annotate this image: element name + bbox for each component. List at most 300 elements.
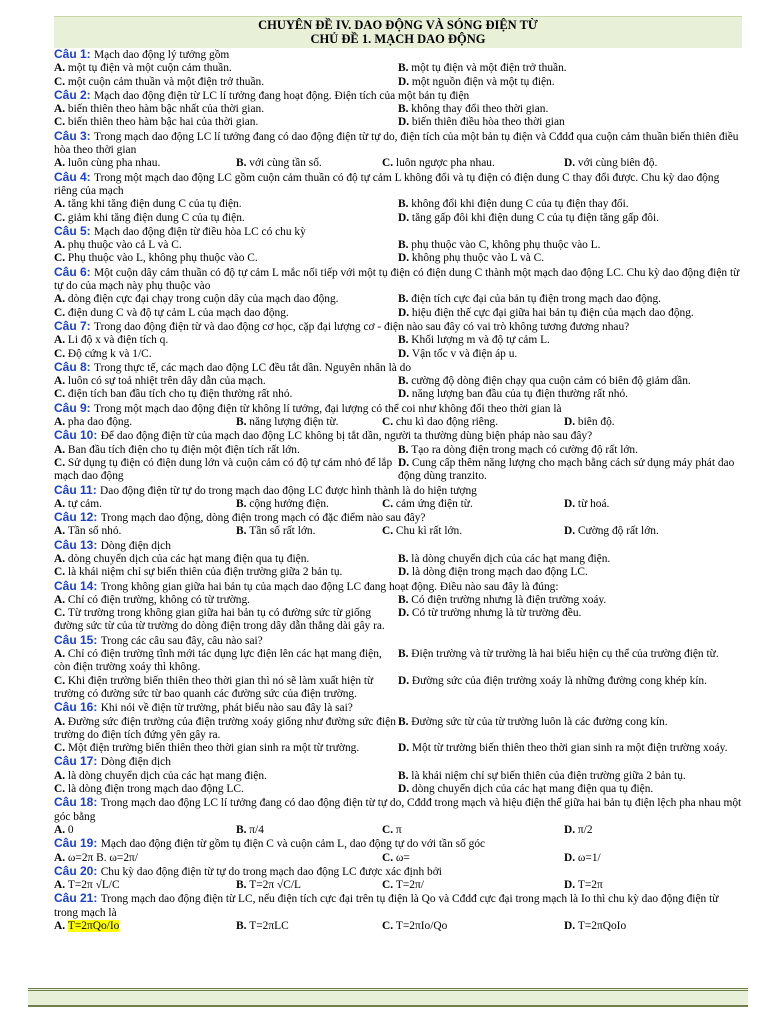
question-stem bbox=[54, 48, 742, 62]
option-text: cảm ứng điện từ. bbox=[395, 497, 473, 510]
option-text: pha dao động. bbox=[67, 416, 133, 429]
question-stem bbox=[54, 892, 742, 920]
answer-option[interactable] bbox=[564, 879, 742, 892]
option-text: π bbox=[395, 823, 402, 836]
option-letter: B. bbox=[236, 416, 250, 429]
option-text: T=2πQoIo bbox=[577, 920, 627, 932]
question-19 bbox=[54, 837, 742, 865]
answer-option[interactable] bbox=[54, 76, 398, 89]
answer-option[interactable] bbox=[564, 852, 742, 865]
question-stem bbox=[54, 402, 742, 416]
option-text: Tần số nhỏ. bbox=[67, 525, 122, 538]
answer-option[interactable] bbox=[54, 239, 398, 252]
question-12 bbox=[54, 511, 742, 539]
answer-option[interactable] bbox=[54, 675, 398, 702]
option-text: Li độ x và điện tích q. bbox=[67, 334, 169, 347]
document-page bbox=[26, 0, 742, 933]
option-letter: B. bbox=[236, 157, 250, 170]
answer-option[interactable] bbox=[54, 648, 398, 675]
option-text: không phụ thuộc vào L và C. bbox=[411, 252, 545, 265]
answer-option[interactable] bbox=[236, 852, 382, 865]
option-row bbox=[54, 157, 742, 170]
answer-option[interactable] bbox=[54, 375, 398, 388]
option-text: Chỉ có điện trường, không có từ trường. bbox=[67, 593, 251, 606]
option-letter: D. bbox=[398, 252, 412, 265]
option-row bbox=[54, 498, 742, 511]
option-letter: D. bbox=[564, 157, 578, 170]
option-letter: A. bbox=[54, 103, 68, 116]
answer-option[interactable] bbox=[382, 824, 564, 837]
question-number: Câu 15: bbox=[54, 632, 101, 647]
answer-option[interactable] bbox=[54, 457, 398, 484]
option-letter: A. bbox=[54, 497, 68, 510]
question-number: Câu 3: bbox=[54, 128, 95, 143]
option-letter: B. bbox=[236, 920, 250, 932]
option-letter: D. bbox=[564, 525, 578, 538]
option-row bbox=[54, 334, 742, 347]
answer-option[interactable] bbox=[54, 252, 398, 265]
answer-option[interactable] bbox=[564, 416, 742, 429]
answer-option[interactable] bbox=[54, 594, 398, 607]
option-text: Tần số rất lớn. bbox=[249, 525, 316, 538]
answer-option[interactable] bbox=[564, 157, 742, 170]
option-text: luôn có sự toả nhiệt trên dây dẫn của mạch. bbox=[67, 375, 266, 388]
option-letter: C. bbox=[54, 674, 68, 687]
question-number: Câu 5: bbox=[54, 223, 95, 238]
option-text: π/4 bbox=[249, 823, 264, 836]
option-text: hiệu điện thế cực đại giữa hai bản tụ điện của mạch dao động. bbox=[411, 306, 694, 319]
option-text: T=2πLC bbox=[249, 920, 289, 932]
option-letter: A. bbox=[54, 593, 68, 606]
option-text: T=2π √C/L bbox=[249, 879, 301, 892]
answer-option[interactable] bbox=[398, 293, 742, 306]
option-text: Chỉ có điện trường tĩnh mới tác dụng lực điện lên các hạt mang điện, còn điện trường xoáy thì không. bbox=[54, 648, 382, 674]
answer-option[interactable] bbox=[54, 62, 398, 75]
question-8 bbox=[54, 361, 742, 402]
option-text: Đường sức của điện trường xoáy là những đường cong khép kín. bbox=[411, 674, 707, 687]
question-number: Câu 11: bbox=[54, 482, 101, 497]
answer-option[interactable] bbox=[398, 607, 742, 634]
option-letter: A. bbox=[54, 648, 68, 661]
question-text: Mạch dao động điện từ LC lí tưởng đang hoạt động. Điện tích của một bản tụ điện bbox=[94, 89, 470, 102]
option-row bbox=[54, 457, 742, 484]
question-stem bbox=[54, 511, 742, 525]
answer-option[interactable] bbox=[398, 388, 742, 401]
answer-option[interactable] bbox=[54, 824, 236, 837]
answer-option[interactable] bbox=[564, 525, 742, 538]
question-stem bbox=[54, 130, 742, 158]
option-letter: D. bbox=[398, 607, 412, 620]
answer-option[interactable] bbox=[236, 416, 382, 429]
answer-option[interactable] bbox=[382, 157, 564, 170]
question-stem bbox=[54, 796, 742, 824]
question-20 bbox=[54, 865, 742, 893]
answer-option[interactable] bbox=[398, 116, 742, 129]
option-text: không đổi khi điện dung C của tụ điện thay đổi. bbox=[411, 198, 629, 211]
question-number: Câu 14: bbox=[54, 578, 101, 593]
answer-option[interactable] bbox=[382, 852, 564, 865]
option-letter: B. bbox=[236, 497, 250, 510]
option-text: là dòng điện trong mạch dao động LC. bbox=[411, 566, 588, 579]
question-stem bbox=[54, 171, 742, 199]
question-6 bbox=[54, 266, 742, 320]
option-letter: C. bbox=[382, 920, 396, 932]
option-letter: A. bbox=[54, 375, 68, 388]
option-text: với cùng tần số. bbox=[249, 157, 322, 170]
answer-option[interactable] bbox=[54, 103, 398, 116]
option-text: T=2πIo/Qo bbox=[395, 920, 448, 932]
option-letter: D. bbox=[398, 75, 412, 88]
option-text: T=2πQo/Io bbox=[67, 920, 120, 932]
option-text: T=2π bbox=[577, 879, 603, 892]
answer-option[interactable] bbox=[398, 103, 742, 116]
option-text: Đường sức điện trường của điện trường xoáy giống như đường sức điện trường do điện tích đứng yên gây ra. bbox=[54, 715, 396, 741]
option-letter: B. bbox=[398, 334, 412, 347]
answer-option[interactable] bbox=[236, 498, 382, 511]
question-5 bbox=[54, 225, 742, 266]
question-text: Trong mạch dao động điện từ LC, nếu điện tích cực đại trên tụ điện là Qo và Cđdđ cực đại trong mạch là Io thì chu kỳ dao động điện từ trong mạch là bbox=[54, 893, 719, 919]
option-letter: B. bbox=[398, 103, 412, 116]
option-letter: B. bbox=[236, 879, 250, 892]
option-letter: C. bbox=[54, 75, 68, 88]
answer-option[interactable] bbox=[398, 212, 742, 225]
answer-option[interactable] bbox=[54, 334, 398, 347]
option-row bbox=[54, 594, 742, 607]
answer-option[interactable] bbox=[564, 920, 742, 933]
option-text: dòng chuyển dịch của các hạt mang điện qua tụ điện. bbox=[67, 552, 310, 565]
question-number: Câu 12: bbox=[54, 510, 101, 525]
option-text: phụ thuộc vào cả L và C. bbox=[67, 239, 182, 252]
option-text: Tạo ra dòng điện trong mạch có cường độ rất lớn. bbox=[411, 443, 638, 456]
option-row bbox=[54, 444, 742, 457]
answer-option[interactable] bbox=[54, 198, 398, 211]
option-letter: C. bbox=[54, 742, 68, 755]
option-text: Cường độ rất lớn. bbox=[577, 525, 659, 538]
option-text: là dòng chuyển dịch của các hạt mang điện. bbox=[411, 552, 611, 565]
option-letter: A. bbox=[54, 552, 68, 565]
option-letter: B. bbox=[236, 525, 250, 538]
option-letter: A. bbox=[54, 823, 68, 836]
answer-option[interactable] bbox=[54, 293, 398, 306]
answer-option[interactable] bbox=[54, 716, 398, 743]
answer-option[interactable] bbox=[398, 62, 742, 75]
question-text: Dòng điện dịch bbox=[100, 756, 171, 769]
question-17 bbox=[54, 755, 742, 796]
option-text: là khái niệm chỉ sự biến thiên của điện trường giữa 2 bản tụ. bbox=[411, 769, 686, 782]
answer-option[interactable] bbox=[398, 742, 742, 755]
option-text: chu kì dao động riêng. bbox=[395, 416, 499, 429]
question-text: Chu kỳ dao động điện từ tự do trong mạch dao động LC được xác định bởi bbox=[100, 865, 442, 878]
answer-option[interactable] bbox=[54, 157, 236, 170]
option-text: Khi điện trường biến thiên theo thời gian thì nó sẽ làm xuất hiện từ trường có đường sức từ bao quanh các đường sức của điện trường. bbox=[54, 674, 374, 700]
option-row bbox=[54, 348, 742, 361]
option-text: ω=1/ bbox=[577, 851, 601, 864]
question-stem bbox=[54, 837, 742, 851]
option-letter: D. bbox=[398, 783, 412, 796]
answer-option[interactable] bbox=[54, 525, 236, 538]
option-letter: D. bbox=[398, 211, 412, 224]
topic-title: CHỦ ĐỀ 1. MẠCH DAO ĐỘNG bbox=[310, 32, 486, 46]
question-1 bbox=[54, 48, 742, 89]
option-letter: A. bbox=[54, 769, 68, 782]
question-2 bbox=[54, 89, 742, 130]
option-text: 0 bbox=[67, 823, 74, 836]
option-letter: D. bbox=[564, 497, 578, 510]
option-row bbox=[54, 824, 742, 837]
question-number: Câu 4: bbox=[54, 169, 95, 184]
answer-option[interactable] bbox=[54, 348, 398, 361]
option-text: một tụ điện và một cuộn cảm thuần. bbox=[67, 62, 232, 75]
option-letter: D. bbox=[398, 456, 412, 469]
answer-option[interactable] bbox=[398, 594, 742, 607]
option-letter: A. bbox=[54, 62, 68, 75]
answer-option[interactable] bbox=[54, 852, 236, 865]
question-text: Trong một mạch dao động điện từ không lí tưởng, đại lượng có thể coi như không đổi theo thời gian là bbox=[94, 402, 562, 415]
question-4 bbox=[54, 171, 742, 225]
answer-option[interactable] bbox=[398, 198, 742, 211]
question-11 bbox=[54, 484, 742, 512]
answer-option[interactable] bbox=[54, 212, 398, 225]
option-letter: A. bbox=[54, 715, 68, 728]
option-row bbox=[54, 648, 742, 675]
option-letter: B. bbox=[398, 62, 412, 75]
page-footer-bar bbox=[28, 988, 748, 1007]
option-text: Ban đầu tích điện cho tụ điện một điện tích rất lớn. bbox=[67, 443, 300, 456]
question-9 bbox=[54, 402, 742, 430]
option-row bbox=[54, 716, 742, 743]
question-stem bbox=[54, 484, 742, 498]
answer-option[interactable] bbox=[398, 307, 742, 320]
option-row bbox=[54, 375, 742, 388]
option-letter: B. bbox=[398, 648, 412, 661]
answer-option[interactable] bbox=[54, 307, 398, 320]
document-header bbox=[54, 16, 742, 48]
option-letter: B. bbox=[398, 715, 412, 728]
answer-option[interactable] bbox=[54, 566, 398, 579]
question-10 bbox=[54, 429, 742, 483]
option-letter: C. bbox=[382, 823, 396, 836]
answer-option[interactable] bbox=[54, 770, 398, 783]
question-stem bbox=[54, 266, 742, 294]
option-row bbox=[54, 742, 742, 755]
answer-option[interactable] bbox=[236, 525, 382, 538]
question-number: Câu 8: bbox=[54, 359, 95, 374]
answer-option[interactable] bbox=[382, 920, 564, 933]
option-text: là khái niệm chỉ sự biến thiên của điện trường giữa 2 bản tụ. bbox=[67, 566, 343, 579]
question-13 bbox=[54, 539, 742, 580]
option-text: Độ cứng k và 1/C. bbox=[67, 347, 152, 360]
option-letter: C. bbox=[54, 783, 68, 796]
answer-option[interactable] bbox=[398, 566, 742, 579]
question-stem bbox=[54, 755, 742, 769]
question-number: Câu 17: bbox=[54, 754, 101, 769]
option-row bbox=[54, 607, 742, 634]
question-stem bbox=[54, 89, 742, 103]
option-text: T=2π/ bbox=[395, 879, 424, 892]
option-letter: C. bbox=[54, 252, 68, 265]
option-letter: C. bbox=[54, 211, 68, 224]
answer-option[interactable] bbox=[382, 525, 564, 538]
option-row bbox=[54, 116, 742, 129]
option-text: π/2 bbox=[577, 823, 593, 836]
answer-option[interactable] bbox=[54, 416, 236, 429]
option-row bbox=[54, 553, 742, 566]
option-text: Điện trường và từ trường là hai biểu hiện cụ thể của trường điện từ. bbox=[411, 648, 719, 661]
question-number: Câu 9: bbox=[54, 400, 95, 415]
answer-option[interactable] bbox=[398, 252, 742, 265]
answer-option[interactable] bbox=[398, 716, 742, 743]
question-text: Trong thực tế, các mạch dao động LC đều tắt dần. Nguyên nhân là do bbox=[94, 361, 412, 374]
answer-option[interactable] bbox=[398, 648, 742, 675]
answer-option[interactable] bbox=[398, 783, 742, 796]
option-text: điện dung C và độ tự cảm L của mạch dao động. bbox=[67, 306, 289, 319]
option-letter: B. bbox=[398, 293, 412, 306]
question-14 bbox=[54, 580, 742, 634]
question-text: Mạch dao động điện từ gồm tụ điện C và cuộn cảm L, dao động tự do với tần số góc bbox=[100, 838, 486, 851]
answer-option[interactable] bbox=[382, 879, 564, 892]
option-letter: C. bbox=[54, 388, 68, 401]
question-number: Câu 20: bbox=[54, 863, 101, 878]
question-16 bbox=[54, 701, 742, 755]
option-letter: C. bbox=[54, 456, 68, 469]
option-row bbox=[54, 783, 742, 796]
answer-option[interactable] bbox=[398, 553, 742, 566]
answer-option[interactable] bbox=[398, 770, 742, 783]
option-letter: B. bbox=[398, 375, 412, 388]
answer-option[interactable] bbox=[398, 375, 742, 388]
answer-option[interactable] bbox=[382, 416, 564, 429]
option-text: Vận tốc v và điện áp u. bbox=[411, 347, 518, 360]
option-text: T=2π √L/C bbox=[67, 879, 120, 892]
option-text: Chu kì rất lớn. bbox=[395, 525, 463, 538]
question-15 bbox=[54, 634, 742, 701]
answer-option[interactable] bbox=[564, 498, 742, 511]
question-stem bbox=[54, 320, 742, 334]
option-text: biên độ. bbox=[577, 416, 615, 429]
option-text: Đường sức từ của từ trường luôn là các đường cong kín. bbox=[411, 715, 668, 728]
option-text: phụ thuộc vào C, không phụ thuộc vào L. bbox=[411, 239, 601, 252]
option-letter: D. bbox=[398, 742, 412, 755]
question-number: Câu 1: bbox=[54, 47, 95, 61]
option-letter: D. bbox=[564, 920, 578, 932]
option-letter: C. bbox=[54, 607, 68, 620]
answer-option[interactable] bbox=[236, 920, 382, 933]
answer-option[interactable] bbox=[398, 444, 742, 457]
option-letter: D. bbox=[398, 116, 412, 129]
question-number: Câu 7: bbox=[54, 318, 95, 333]
question-list bbox=[26, 48, 742, 933]
answer-option[interactable] bbox=[398, 239, 742, 252]
answer-option[interactable] bbox=[398, 457, 742, 484]
question-text: Dao động điện từ tự do trong mạch dao động LC được hình thành là do hiện tượng bbox=[100, 484, 477, 497]
option-letter: A. bbox=[54, 198, 68, 211]
option-text: luôn ngược pha nhau. bbox=[395, 157, 495, 170]
option-letter: D. bbox=[398, 306, 412, 319]
option-text: Có điện trường nhưng là điện trường xoáy. bbox=[411, 593, 607, 606]
option-text: năng lượng điện từ. bbox=[249, 416, 339, 429]
option-text: với cùng biên độ. bbox=[577, 157, 658, 170]
answer-option[interactable] bbox=[54, 388, 398, 401]
option-letter: A. bbox=[54, 443, 68, 456]
question-number: Câu 6: bbox=[54, 264, 95, 279]
option-text: Một từ trường biến thiên theo thời gian sinh ra một điện trường xoáy. bbox=[411, 742, 728, 755]
answer-option[interactable] bbox=[398, 76, 742, 89]
option-row bbox=[54, 252, 742, 265]
option-letter: B. bbox=[236, 823, 250, 836]
answer-option[interactable] bbox=[54, 879, 236, 892]
question-number: Câu 18: bbox=[54, 795, 101, 810]
option-text: từ hoá. bbox=[577, 497, 610, 510]
answer-option[interactable] bbox=[382, 498, 564, 511]
option-text: tăng khi tăng điện dung C của tụ điện. bbox=[67, 198, 242, 211]
option-letter: C. bbox=[382, 497, 396, 510]
option-text: biến thiên theo hàm bậc nhất của thời gian. bbox=[67, 103, 265, 116]
answer-option[interactable] bbox=[54, 783, 398, 796]
answer-option[interactable] bbox=[236, 824, 382, 837]
question-text: Một cuộn dây cảm thuần có độ tự cảm L mắc nối tiếp với một tụ điện có điện dung C thành một mạch dao động LC. Chu kỳ dao động điện từ tự do của mạch này phụ thuộc vào bbox=[54, 266, 740, 293]
option-row bbox=[54, 62, 742, 75]
question-21 bbox=[54, 892, 742, 933]
answer-option[interactable] bbox=[236, 157, 382, 170]
option-row bbox=[54, 852, 742, 865]
option-letter: A. bbox=[54, 293, 68, 306]
question-stem bbox=[54, 701, 742, 715]
option-text: Sử dụng tụ điện có điện dung lớn và cuộn cảm có độ tự cảm nhỏ để lắp mạch dao động bbox=[54, 456, 393, 483]
question-number: Câu 19: bbox=[54, 836, 101, 851]
option-text: giảm khi tăng điện dung C của tụ điện. bbox=[67, 211, 245, 224]
answer-option[interactable] bbox=[398, 334, 742, 347]
option-text: Cung cấp thêm năng lượng cho mạch bằng cách sử dụng máy phát dao động dùng tranzito. bbox=[398, 456, 735, 483]
question-stem bbox=[54, 539, 742, 553]
answer-option[interactable] bbox=[54, 553, 398, 566]
option-row bbox=[54, 212, 742, 225]
option-text: một tụ điện và một điện trở thuần. bbox=[411, 62, 567, 75]
answer-option[interactable] bbox=[54, 742, 398, 755]
option-text: dòng điện cực đại chạy trong cuộn dây của mạch dao động. bbox=[67, 293, 339, 306]
option-text: dòng chuyển dịch của các hạt mang điện qua tụ điện. bbox=[411, 783, 654, 796]
option-text: cộng hưởng điện. bbox=[249, 497, 329, 510]
question-stem bbox=[54, 580, 742, 594]
option-letter: C. bbox=[54, 347, 68, 360]
option-row bbox=[54, 103, 742, 116]
question-text: Mạch dao động điện từ điều hòa LC có chu kỳ bbox=[94, 225, 306, 238]
option-row bbox=[54, 566, 742, 579]
option-letter: B. bbox=[398, 198, 412, 211]
option-letter: B. bbox=[398, 239, 412, 252]
answer-option[interactable] bbox=[54, 116, 398, 129]
answer-option[interactable] bbox=[54, 920, 236, 933]
answer-option[interactable] bbox=[236, 879, 382, 892]
question-stem bbox=[54, 865, 742, 879]
answer-option[interactable] bbox=[398, 348, 742, 361]
option-letter: C. bbox=[382, 525, 396, 538]
answer-option[interactable] bbox=[54, 607, 398, 634]
question-stem bbox=[54, 429, 742, 443]
answer-option[interactable] bbox=[54, 444, 398, 457]
answer-option[interactable] bbox=[398, 675, 742, 702]
option-letter: D. bbox=[398, 347, 412, 360]
option-letter: D. bbox=[564, 823, 578, 836]
question-stem bbox=[54, 634, 742, 648]
answer-option[interactable] bbox=[564, 824, 742, 837]
option-letter: B. bbox=[398, 593, 412, 606]
option-text: là dòng điện trong mạch dao động LC. bbox=[67, 783, 244, 796]
option-text: điện tích cực đại của bản tụ điện trong mạch dao động. bbox=[411, 293, 662, 306]
question-text: Trong mạch dao động LC lí tưởng đang có dao động điện từ tự do, điện tích của một bản tụ điện và Cđdđ qua cuộn cảm thuần biến thiên điều hòa theo thời gian bbox=[54, 130, 739, 157]
answer-option[interactable] bbox=[54, 498, 236, 511]
option-row bbox=[54, 675, 742, 702]
question-text: Trong mạch dao động LC lí tưởng đang có dao động điện từ tự do, Cđdđ trong mạch và hiệu điện thế giữa hai bản tụ điện lệch pha nhau một góc bằng bbox=[54, 797, 742, 823]
